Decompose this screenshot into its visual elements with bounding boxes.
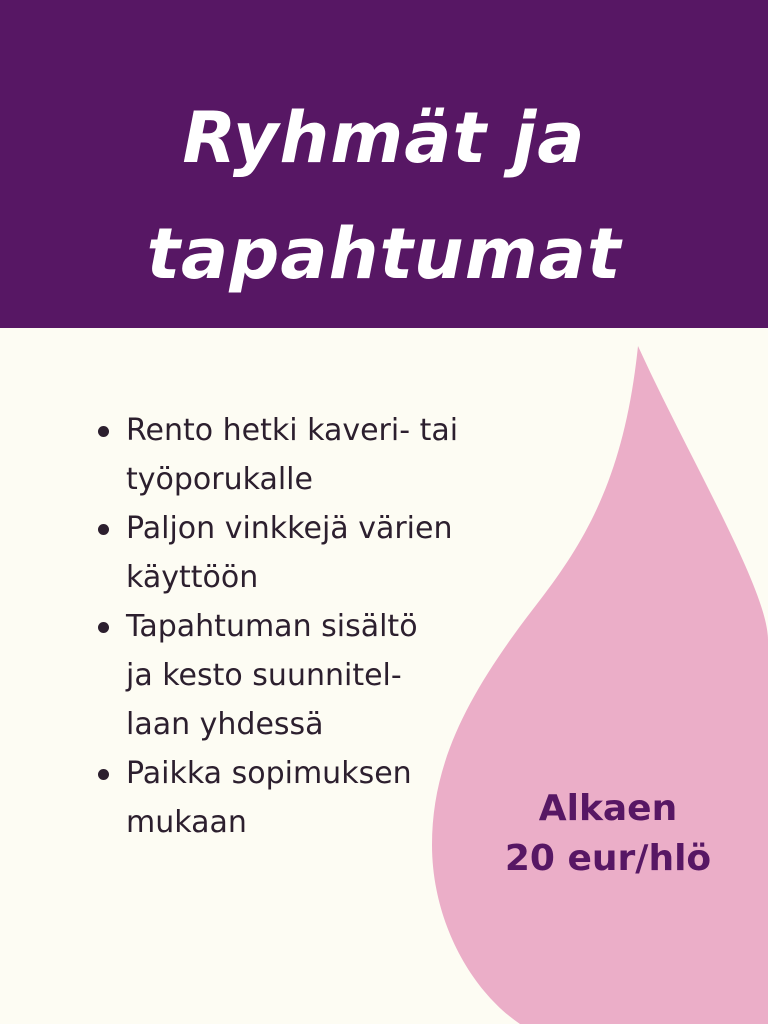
list-item-line: työporukalle: [126, 462, 313, 497]
title-line-1: Ryhmät ja: [182, 97, 586, 179]
page-title: [0, 80, 768, 312]
list-item: [96, 504, 496, 602]
list-item: [96, 406, 496, 504]
list-item-line: ja kesto suunnitel-: [126, 658, 402, 693]
list-item-line: laan yhdessä: [126, 707, 324, 742]
price-amount: 20 eur/hlö: [504, 838, 712, 879]
price-prefix: Alkaen: [538, 788, 678, 829]
list-item-line: Paikka sopimuksen: [126, 756, 412, 791]
list-item-line: Tapahtuman sisältö: [126, 609, 418, 644]
list-item-line: Paljon vinkkejä värien: [126, 511, 453, 546]
title-line-2: tapahtumat: [146, 213, 622, 295]
list-item: [96, 602, 496, 749]
list-item-line: käyttöön: [126, 560, 259, 595]
header-banner: [0, 0, 768, 328]
list-item-line: Rento hetki kaveri- tai: [126, 413, 459, 448]
price-label: [478, 784, 738, 884]
list-item: [96, 749, 496, 847]
feature-list: [96, 406, 496, 847]
list-item-line: mukaan: [126, 805, 247, 840]
